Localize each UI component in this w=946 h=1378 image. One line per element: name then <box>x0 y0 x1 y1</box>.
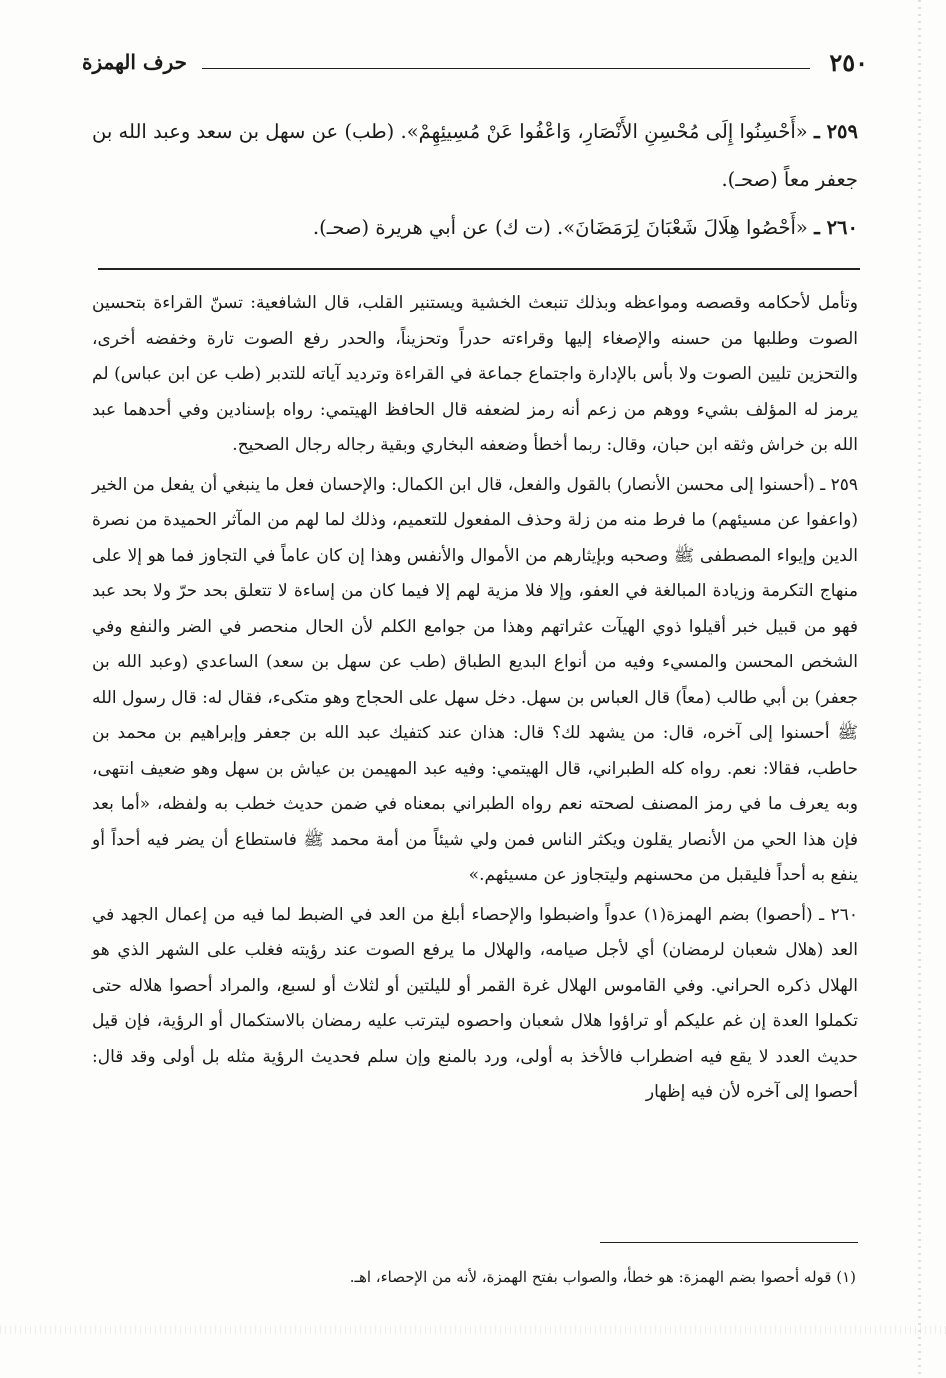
page-header <box>82 48 868 84</box>
hadith-text: «أَحْسِنُوا إِلَى مُحْسِنِ الأَنْصَارِ، وَاعْفُوا عَنْ مُسِيئِهِمْ». (طب) عن سهل بن سعد وعبد الله بن جعفر معاً (صحـ). <box>92 120 858 191</box>
scan-noise <box>0 1326 946 1334</box>
hadith-number: ٢٥٩ ـ <box>814 120 858 143</box>
page-number: ٢٥٠ <box>829 48 868 77</box>
commentary-section <box>92 286 858 1111</box>
hadith-260 <box>92 204 858 252</box>
commentary-paragraph: ٢٦٠ ـ (أحصوا) بضم الهمزة(١) عدواً واضبطوا والإحصاء أبلغ من العد في الضبط لما فيه من إعمال الجهد في العد (هلال شعبان لرمضان) أي لأجل صيامه، والهلال ما يرفع الصوت عند رؤيته فغلب على الشهر الذي هو الهلال ذكره الحراني. وفي القاموس الهلال غرة القمر أو لليلتين أو لثلاث أو لسبع، والمراد أحصوا هلاله حتى تكملوا العدة إن غم عليكم أو تراؤوا هلال شعبان واحصوه ليترتب عليه رمضان بالاستكمال أو الرؤية، فإن قيل حديث العدد لا يقع فيه اضطراب فالأخذ به أولى، ورد بالمنع وإن سلم فحديث الرؤية مثله بل أولى وقد قال: أحصوا إلى آخره لأن فيه إظهار <box>92 904 858 1102</box>
commentary-paragraph: ٢٥٩ ـ (أحسنوا إلى محسن الأنصار) بالقول والفعل، قال ابن الكمال: والإحسان فعل ما ينبغي أن يفعل من الخير (واعفوا عن مسيئهم) ما فرط منه من زلة وحذف المفعول للتعميم، وذلك لما لهم من المآثر الحميدة من نصرة الدين وإيواء المصطفى ﷺ وصحبه وبإيثارهم من الأموال والأنفس وهذا إن كان عاماً في التجاوز فما هو إلا على منهاج التكرمة وزيادة المبالغة في العفو، وإلا فلا مزية لهم إلا فيما كان من إساءة لا تتعلق بحد حرّ ولا بحد عبد فهو من قبيل خبر أقيلوا ذوي الهيآت عثراتهم وهذا من جوامع الكلم لأن الحال منحصر في الضر والنفع وفي الشخص المحسن والمسيء وفيه من أنواع البديع الطباق (طب عن سهل بن سعد) الساعدي (وعبد الله بن جعفر) بن أبي طالب (معاً) قال العباس بن سهل. دخل سهل على الحجاج وهو متكىء، فقال له: قال رسول الله ﷺ أحسنوا إلى آخره، قال: من يشهد لك؟ قال: هذان عند كتفيك عبد الله بن جعفر وإبراهيم بن محمد بن حاطب، فقالا: نعم. رواه كله الطبراني، قال الهيتمي: وفيه عبد المهيمن بن عياش بن سهل وهو ضعيف انتهى، وبه يعرف ما في رمز المصنف لصحته نعم رواه الطبراني بمعناه في ضمن حديث خطب به ولفظه، «أما بعد فإن هذا الحي من الأنصار يقلون ويكثر الناس فمن ولي شيئاً من أمة محمد ﷺ فاستطاع أن يضر فيه أحداً أو ينفع به أحداً فليقبل من محسنهم وليتجاوز عن مسيئهم.» <box>92 474 858 885</box>
footnote-rule <box>600 1242 858 1243</box>
hadith-259 <box>92 108 858 204</box>
footnote: (١) قوله أحصوا بضم الهمزة: هو خطأ، والصواب بفتح الهمزة، لأنه من الإحصاء، اهـ. <box>349 1268 856 1286</box>
chapter-title: حرف الهمزة <box>82 50 188 74</box>
header-rule <box>202 68 810 69</box>
scan-edge <box>918 0 921 1378</box>
hadith-text: «أَحْصُوا هِلَالَ شَعْبَانَ لِرَمَضَانَ». (ت ك) عن أبي هريرة (صحـ). <box>312 216 808 239</box>
hadith-number: ٢٦٠ ـ <box>814 216 858 239</box>
section-divider <box>98 268 860 270</box>
commentary-paragraph: وتأمل لأحكامه وقصصه ومواعظه وبذلك تنبعث الخشية ويستنير القلب، قال الشافعية: تسنّ القراءة بتحسين الصوت وطلبها من حسنه والإصغاء إليها وقراءته حدراً وتحزيناً، والحدر رفع الصوت تارة وخفضه أخرى، والتحزين تليين الصوت ولا بأس بالإدارة واجتماع جماعة في القراءة وترديد آياته للتدبر (طب عن ابن عباس) لم يرمز له المؤلف بشيء ووهم من زعم أنه رمز لضعفه قال الحافظ الهيتمي: رواه بإسنادين وفي أحدهما عبد الله بن خراش وثقه ابن حبان، وقال: ربما أخطأ وضعفه البخاري وبقية رجاله رجال الصحيح. <box>92 293 859 455</box>
hadith-section <box>92 108 858 252</box>
